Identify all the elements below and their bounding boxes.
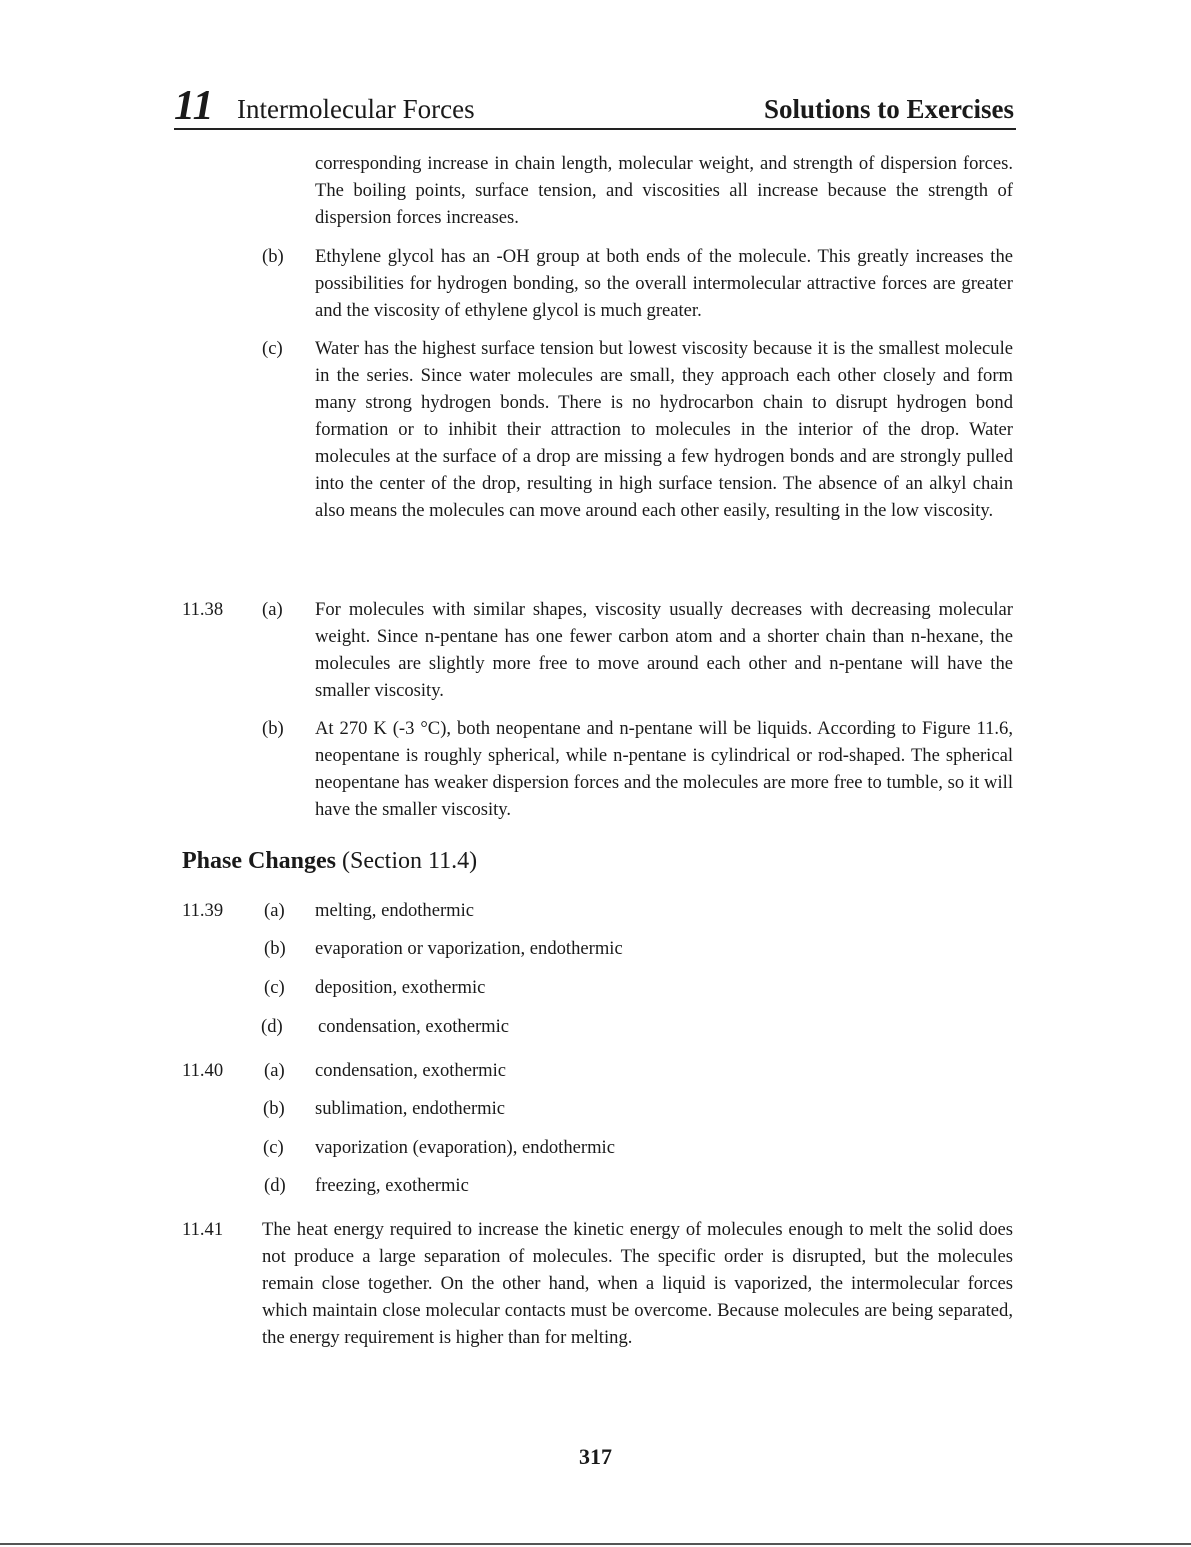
answer-text: condensation, exothermic [318,1016,510,1037]
exercise-number: 11.39 [182,900,224,921]
answer-text: vaporization (evaporation), endothermic [315,1137,615,1158]
page-edge-rule [0,1543,1191,1545]
item-label: (d) [264,1175,286,1196]
section-heading [182,845,477,877]
item-label: (c) [263,1137,284,1158]
item-label: (b) [264,938,286,959]
answer-text: sublimation, endothermic [315,1098,506,1119]
chapter-number: 11 [174,83,214,129]
answer-text: condensation, exothermic [315,1060,507,1081]
chapter-title: Intermolecular Forces [237,94,475,124]
answer-text: deposition, exothermic [315,977,486,998]
exercise-number: 11.38 [182,599,224,620]
answer-text: For molecules with similar shapes, viscosity usually decreases with decreasing molecular weight. Since n-pentane has one fewer carbon atom and a shorter chain than n-hexane, the molecules are slightly more free to move around each other and n-pentane will have the smaller viscosity. [315,599,1013,701]
item-label: (a) [264,900,285,921]
answer-text: Ethylene glycol has an -OH group at both ends of the molecule. This greatly increases the possibilities for hydrogen bonding, so the overall intermolecular attractive forces are greater and the viscosity of ethylene glycol is much greater. [315,246,1013,321]
section-heading-bold: Phase Changes [182,848,337,874]
page-number: 317 [579,1444,612,1469]
answer-text: The heat energy required to increase the kinetic energy of molecules enough to melt the solid does not produce a large separation of molecules. The specific order is disrupted, but the molecules remain close together. On the other hand, when a liquid is vaporized, the intermolecular forces which maintain close molecular contacts must be overcome. Because molecules are being separated, the energy requirement is higher than for melting. [262,1219,1013,1348]
answer-text: evaporation or vaporization, endothermic [315,938,623,959]
item-label: (c) [262,338,283,359]
answer-text: melting, endothermic [315,900,475,921]
item-label: (b) [263,1098,285,1119]
running-header [174,84,1016,130]
item-label: (b) [262,718,284,739]
section-heading-rest: (Section 11.4) [336,848,478,874]
exercise-number: 11.41 [182,1219,224,1240]
item-label: (a) [264,1060,285,1081]
item-label: (a) [262,599,283,620]
item-label: (c) [264,977,285,998]
continued-paragraph: corresponding increase in chain length, molecular weight, and strength of dispersion forces. The boiling points, surface tension, and viscosities all increase because the strength of dispersion forces increases. [315,153,1013,228]
item-label: (b) [262,246,284,267]
exercise-number: 11.40 [182,1060,224,1081]
section-title: Solutions to Exercises [763,94,1014,124]
answer-text: At 270 K (-3 °C), both neopentane and n-pentane will be liquids. According to Figure 11.6, neopentane is roughly spherical, while n-pentane is cylindrical or rod-shaped. The spherical neopentane has weaker dispersion forces and the molecules are more free to tumble, so it will have the smaller viscosity. [315,718,1013,820]
answer-text: Water has the highest surface tension but lowest viscosity because it is the smallest molecule in the series. Since water molecules are small, they approach each other closely and form many strong hydrogen bonds. There is no hydrocarbon chain to disrupt hydrogen bond formation or to inhibit their attraction to molecules in the interior of the drop. Water molecules at the surface of a drop are missing a few hydrogen bonds and are strongly pulled into the center of the drop, resulting in high surface tension. The absence of an alkyl chain also means the molecules can move around each other easily, resulting in the low viscosity. [315,338,1013,521]
item-label: (d) [261,1016,283,1037]
answer-text: freezing, exothermic [315,1175,469,1196]
